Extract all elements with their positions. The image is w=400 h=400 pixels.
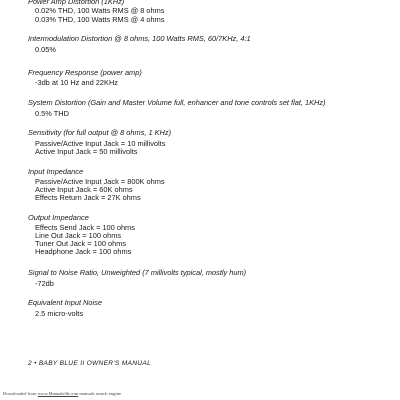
download-prefix: Downloaded from bbox=[3, 391, 37, 396]
download-source-line bbox=[3, 391, 121, 396]
equivalent-input-noise-heading: Equivalent Input Noise bbox=[28, 298, 102, 307]
input-impedance-value-3: Effects Return Jack = 27K ohms bbox=[35, 193, 141, 202]
output-impedance-heading: Output Impedance bbox=[28, 213, 89, 222]
manualslib-link[interactable]: www.Manualslib.com bbox=[37, 391, 79, 396]
power-amp-distortion-heading: Power Amp Distortion (1KHz) bbox=[28, 0, 125, 6]
system-distortion-heading: System Distortion (Gain and Master Volume full, enhancer and tone controls set flat, 1KHz) bbox=[28, 98, 326, 107]
output-impedance-value-4: Headphone Jack = 100 ohms bbox=[35, 247, 132, 256]
download-suffix: manuals search engine bbox=[79, 391, 121, 396]
footer-page-title: 2 • BABY BLUE II OWNER'S MANUAL bbox=[28, 360, 152, 367]
sensitivity-value-1: Passive/Active Input Jack = 10 millivolts bbox=[35, 139, 166, 148]
snr-heading: Signal to Noise Ratio, Unweighted (7 millivolts typical, mostly hum) bbox=[28, 268, 247, 277]
power-amp-distortion-value-1: 0.02% THD, 100 Watts RMS @ 8 ohms bbox=[35, 6, 165, 15]
sensitivity-value-2: Active Input Jack = 50 millivolts bbox=[35, 147, 138, 156]
input-impedance-value-1: Passive/Active Input Jack = 800K ohms bbox=[35, 177, 165, 186]
intermod-distortion-value: 0.05% bbox=[35, 45, 56, 54]
frequency-response-heading: Frequency Response (power amp) bbox=[28, 68, 142, 77]
input-impedance-heading: Input Impedance bbox=[28, 167, 84, 176]
output-impedance-value-1: Effects Send Jack = 100 ohms bbox=[35, 223, 135, 232]
sensitivity-heading: Sensitivity (for full output @ 8 ohms, 1 KHz) bbox=[28, 128, 172, 137]
input-impedance-value-2: Active Input Jack = 60K ohms bbox=[35, 185, 133, 194]
intermod-distortion-heading: Intermodulation Distortion @ 8 ohms, 100 Watts RMS, 60/7KHz, 4:1 bbox=[28, 34, 251, 43]
equivalent-input-noise-value: 2.5 micro-volts bbox=[35, 309, 84, 318]
output-impedance-value-2: Line Out Jack = 100 ohms bbox=[35, 231, 122, 240]
output-impedance-value-3: Tuner Out Jack = 100 ohms bbox=[35, 239, 127, 248]
system-distortion-value: 0.5% THD bbox=[35, 109, 69, 118]
frequency-response-value: -3db at 10 Hz and 22KHz bbox=[35, 78, 118, 87]
power-amp-distortion-value-2: 0.03% THD, 100 Watts RMS @ 4 ohms bbox=[35, 15, 165, 24]
snr-value: -72db bbox=[35, 279, 54, 288]
